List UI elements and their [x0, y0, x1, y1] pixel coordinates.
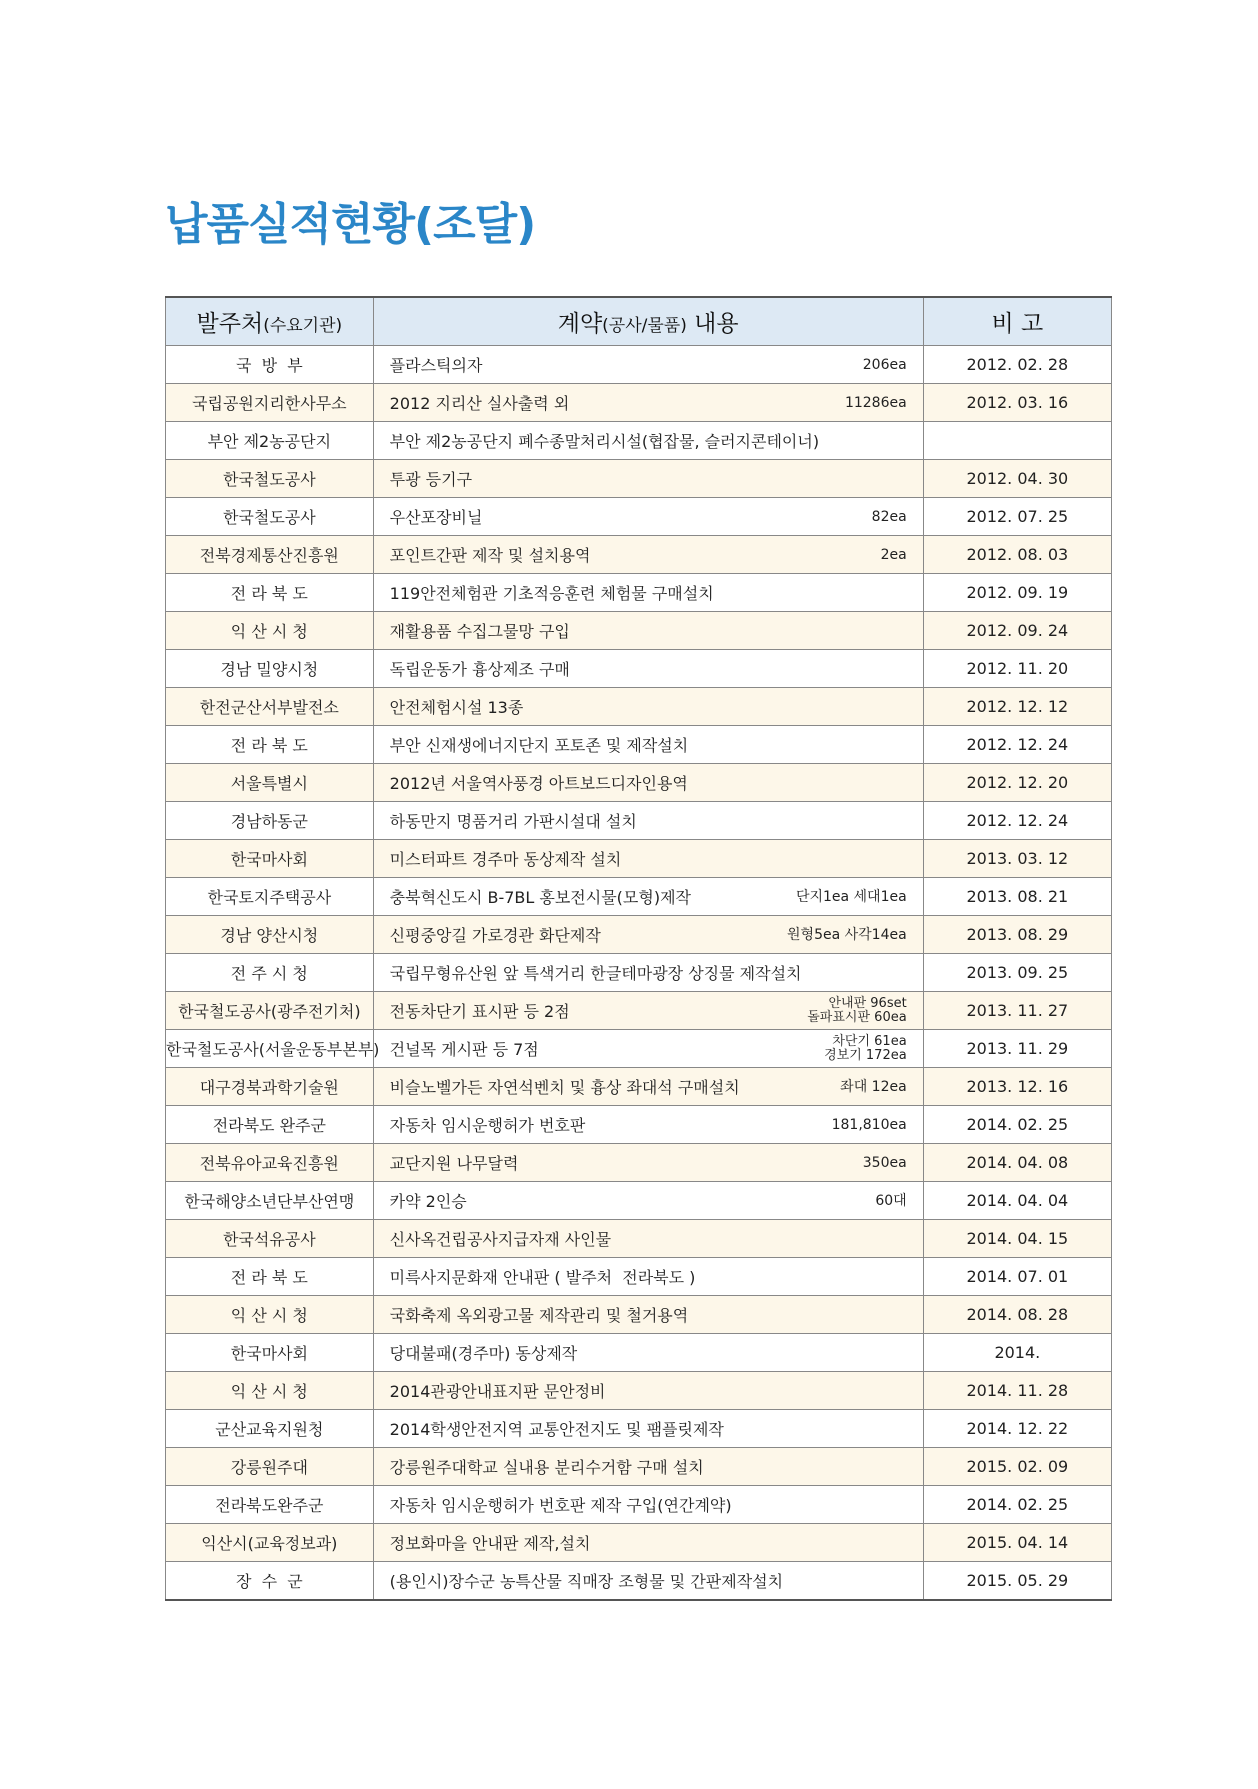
procurement-record-table [165, 296, 1112, 1601]
contract-description: 미스터파트 경주마 동상제작 설치 [389, 850, 622, 869]
cell-contract-content [373, 1144, 923, 1182]
cell-orderer: 전라북도완주군 [166, 1486, 374, 1524]
table-header-row [166, 297, 1112, 346]
table-row [166, 1372, 1112, 1410]
cell-orderer: 경남하동군 [166, 802, 374, 840]
cell-orderer: 한국철도공사 [166, 498, 374, 536]
cell-remarks-date: 2012. 08. 03 [923, 536, 1111, 574]
cell-orderer: 한국철도공사(서울운동부본부) [166, 1030, 374, 1068]
contract-description: 2014학생안전지역 교통안전지도 및 팸플릿제작 [389, 1420, 724, 1439]
cell-remarks-date: 2015. 05. 29 [923, 1562, 1111, 1601]
table-row [166, 1258, 1112, 1296]
contract-description: 투광 등기구 [389, 470, 473, 489]
contract-description: 119안전체험관 기초적응훈련 체험물 구매설치 [389, 584, 714, 603]
header-content [373, 297, 923, 346]
cell-remarks-date: 2013. 08. 21 [923, 878, 1111, 916]
quantity [881, 548, 907, 562]
cell-orderer: 서울특별시 [166, 764, 374, 802]
table-row [166, 650, 1112, 688]
table-row [166, 916, 1112, 954]
cell-remarks-date: 2014. 04. 15 [923, 1220, 1111, 1258]
cell-contract-content [373, 1068, 923, 1106]
cell-remarks-date: 2014. [923, 1334, 1111, 1372]
quantity [787, 928, 907, 942]
cell-contract-content [373, 1106, 923, 1144]
cell-orderer: 한국철도공사 [166, 460, 374, 498]
cell-orderer: 한국토지주택공사 [166, 878, 374, 916]
cell-remarks-date: 2012. 12. 24 [923, 726, 1111, 764]
cell-contract-content [373, 422, 923, 460]
table-row [166, 992, 1112, 1030]
cell-orderer: 전라북도 완주군 [166, 1106, 374, 1144]
cell-remarks-date: 2012. 09. 19 [923, 574, 1111, 612]
table-row [166, 878, 1112, 916]
table-row [166, 1334, 1112, 1372]
cell-remarks-date: 2012. 12. 12 [923, 688, 1111, 726]
quantity-line: 82ea [871, 508, 907, 525]
cell-contract-content [373, 916, 923, 954]
table-row [166, 1524, 1112, 1562]
cell-orderer: 군산교육지원청 [166, 1410, 374, 1448]
cell-orderer: 익산시(교육정보과) [166, 1524, 374, 1562]
cell-contract-content [373, 878, 923, 916]
cell-contract-content [373, 1258, 923, 1296]
cell-remarks-date: 2015. 02. 09 [923, 1448, 1111, 1486]
contract-description: 비슬노벨가든 자연석벤치 및 흉상 좌대석 구매설치 [389, 1078, 740, 1097]
cell-orderer: 국 방 부 [166, 346, 374, 384]
cell-orderer: 익 산 시 청 [166, 612, 374, 650]
cell-orderer: 경남 밀양시청 [166, 650, 374, 688]
page-title: 납품실적현황(조달) [165, 199, 536, 250]
quantity-line: 11286ea [844, 394, 907, 411]
cell-contract-content [373, 346, 923, 384]
table-row [166, 1144, 1112, 1182]
cell-contract-content [373, 612, 923, 650]
cell-contract-content [373, 1524, 923, 1562]
table-row [166, 1410, 1112, 1448]
cell-contract-content [373, 764, 923, 802]
quantity-line: 2ea [880, 546, 907, 563]
contract-description: 당대불패(경주마) 동상제작 [389, 1344, 578, 1363]
cell-contract-content [373, 1410, 923, 1448]
cell-remarks-date: 2014. 02. 25 [923, 1486, 1111, 1524]
cell-contract-content [373, 688, 923, 726]
cell-remarks-date: 2013. 11. 29 [923, 1030, 1111, 1068]
contract-description: 2014관광안내표지판 문안정비 [389, 1382, 606, 1401]
table-row [166, 764, 1112, 802]
contract-description: 2012 지리산 실사출력 외 [389, 394, 570, 413]
table-row [166, 688, 1112, 726]
table-row [166, 1448, 1112, 1486]
quantity [832, 1118, 907, 1132]
cell-remarks-date [923, 422, 1111, 460]
contract-description: 자동차 임시운행허가 번호판 [389, 1116, 586, 1135]
header-org-main: 발주처 [196, 311, 264, 337]
contract-description: 국화축제 옥외광고물 제작관리 및 철거용역 [389, 1306, 689, 1325]
cell-orderer: 한국해양소년단부산연맹 [166, 1182, 374, 1220]
contract-description: 재활용품 수집그물망 구입 [389, 622, 570, 641]
quantity [872, 510, 907, 524]
cell-orderer: 국립공원지리한사무소 [166, 384, 374, 422]
header-content-sub: (공사/물품) [602, 316, 687, 336]
cell-orderer: 경남 양산시청 [166, 916, 374, 954]
cell-orderer: 전북유아교육진흥원 [166, 1144, 374, 1182]
cell-orderer: 한국석유공사 [166, 1220, 374, 1258]
cell-orderer: 한국철도공사(광주전기처) [166, 992, 374, 1030]
cell-remarks-date: 2012. 02. 28 [923, 346, 1111, 384]
contract-description: 부안 제2농공단지 폐수종말처리시설(협잡물, 슬러지콘테이너) [389, 432, 820, 451]
cell-contract-content [373, 574, 923, 612]
cell-remarks-date: 2012. 04. 30 [923, 460, 1111, 498]
cell-orderer: 전 라 북 도 [166, 574, 374, 612]
quantity-line: 단지1ea 세대1ea [795, 888, 907, 905]
contract-description: 신평중앙길 가로경관 화단제작 [389, 926, 601, 945]
table-row [166, 498, 1112, 536]
contract-description: 정보화마을 안내판 제작,설치 [389, 1534, 591, 1553]
contract-description: (용인시)장수군 농특산물 직매장 조형물 및 간판제작설치 [389, 1572, 784, 1591]
quantity [875, 1194, 906, 1208]
cell-contract-content [373, 536, 923, 574]
quantity-line: 350ea [862, 1154, 907, 1171]
table-row [166, 1182, 1112, 1220]
quantity [807, 997, 906, 1025]
cell-remarks-date: 2013. 08. 29 [923, 916, 1111, 954]
cell-contract-content [373, 650, 923, 688]
table-row [166, 1068, 1112, 1106]
cell-orderer: 장 수 군 [166, 1562, 374, 1601]
cell-contract-content [373, 992, 923, 1030]
cell-contract-content [373, 1296, 923, 1334]
cell-contract-content [373, 1486, 923, 1524]
cell-remarks-date: 2012. 12. 20 [923, 764, 1111, 802]
contract-description: 건널목 게시판 등 7점 [389, 1040, 539, 1059]
quantity [824, 1035, 907, 1063]
table-row [166, 384, 1112, 422]
quantity-line: 60대 [875, 1192, 907, 1209]
quantity [863, 358, 907, 372]
quantity [863, 1156, 907, 1170]
cell-remarks-date: 2014. 12. 22 [923, 1410, 1111, 1448]
cell-remarks-date: 2013. 09. 25 [923, 954, 1111, 992]
cell-remarks-date: 2012. 03. 16 [923, 384, 1111, 422]
table-row [166, 1030, 1112, 1068]
table-row [166, 1106, 1112, 1144]
cell-contract-content [373, 1372, 923, 1410]
cell-contract-content [373, 384, 923, 422]
cell-orderer: 강릉원주대 [166, 1448, 374, 1486]
contract-description: 국립무형유산원 앞 특색거리 한글테마광장 상징물 제작설치 [389, 964, 802, 983]
cell-orderer: 부안 제2농공단지 [166, 422, 374, 460]
table-row [166, 536, 1112, 574]
cell-contract-content [373, 954, 923, 992]
cell-orderer: 한전군산서부발전소 [166, 688, 374, 726]
cell-remarks-date: 2015. 04. 14 [923, 1524, 1111, 1562]
contract-description: 하동만지 명품거리 가판시설대 설치 [389, 812, 637, 831]
header-org [166, 297, 374, 346]
contract-description: 전동차단기 표시판 등 2점 [389, 1002, 570, 1021]
cell-remarks-date: 2013. 12. 16 [923, 1068, 1111, 1106]
contract-description: 안전체험시설 13종 [389, 698, 524, 717]
cell-contract-content [373, 1220, 923, 1258]
cell-remarks-date: 2014. 07. 01 [923, 1258, 1111, 1296]
contract-description: 독립운동가 흉상제조 구매 [389, 660, 570, 679]
cell-remarks-date: 2012. 09. 24 [923, 612, 1111, 650]
cell-orderer: 전북경제통산진흥원 [166, 536, 374, 574]
contract-description: 카약 2인승 [389, 1192, 467, 1211]
table-row [166, 726, 1112, 764]
cell-contract-content [373, 460, 923, 498]
quantity [845, 396, 907, 410]
cell-remarks-date: 2014. 08. 28 [923, 1296, 1111, 1334]
contract-description: 미륵사지문화재 안내판 ( 발주처 전라북도 ) [389, 1268, 696, 1287]
cell-remarks-date: 2013. 11. 27 [923, 992, 1111, 1030]
cell-remarks-date: 2014. 02. 25 [923, 1106, 1111, 1144]
quantity-line: 안내판 96set [828, 995, 907, 1011]
quantity [840, 1080, 907, 1094]
table-row [166, 346, 1112, 384]
header-content-tail: 내용 [686, 311, 739, 337]
header-content-main: 계약 [557, 311, 603, 337]
table-row [166, 1220, 1112, 1258]
cell-orderer: 대구경북과학기술원 [166, 1068, 374, 1106]
cell-remarks-date: 2012. 12. 24 [923, 802, 1111, 840]
quantity-line: 차단기 61ea [832, 1033, 907, 1049]
contract-description: 자동차 임시운행허가 번호판 제작 구입(연간계약) [389, 1496, 732, 1515]
cell-orderer: 익 산 시 청 [166, 1296, 374, 1334]
cell-contract-content [373, 1562, 923, 1601]
contract-description: 충북혁신도시 B-7BL 홍보전시물(모형)제작 [389, 888, 691, 907]
cell-contract-content [373, 1030, 923, 1068]
cell-remarks-date: 2012. 07. 25 [923, 498, 1111, 536]
quantity-line: 좌대 12ea [840, 1078, 907, 1095]
cell-remarks-date: 2013. 03. 12 [923, 840, 1111, 878]
contract-description: 부안 신재생에너지단지 포토존 및 제작설치 [389, 736, 689, 755]
contract-description: 포인트간판 제작 및 설치용역 [389, 546, 591, 565]
header-org-sub: (수요기관) [263, 316, 343, 336]
cell-remarks-date: 2014. 04. 08 [923, 1144, 1111, 1182]
contract-description: 강릉원주대학교 실내용 분리수거함 구매 설치 [389, 1458, 704, 1477]
table-row [166, 802, 1112, 840]
table-row [166, 460, 1112, 498]
cell-orderer: 한국마사회 [166, 1334, 374, 1372]
table-row [166, 1562, 1112, 1601]
cell-remarks-date: 2012. 11. 20 [923, 650, 1111, 688]
quantity-line: 181,810ea [831, 1116, 907, 1133]
quantity [796, 890, 907, 904]
cell-contract-content [373, 802, 923, 840]
cell-contract-content [373, 726, 923, 764]
table-row [166, 574, 1112, 612]
table-row [166, 422, 1112, 460]
contract-description: 2012년 서울역사풍경 아트보드디자인용역 [389, 774, 688, 793]
contract-description: 신사옥건립공사지급자재 사인물 [389, 1230, 612, 1249]
cell-contract-content [373, 1182, 923, 1220]
cell-remarks-date: 2014. 04. 04 [923, 1182, 1111, 1220]
table-row [166, 1486, 1112, 1524]
header-remarks: 비 고 [923, 297, 1111, 346]
cell-orderer: 전 주 시 청 [166, 954, 374, 992]
table-row [166, 954, 1112, 992]
cell-remarks-date: 2014. 11. 28 [923, 1372, 1111, 1410]
contract-description: 교단지원 나무달력 [389, 1154, 519, 1173]
contract-description: 우산포장비닐 [389, 508, 483, 527]
cell-contract-content [373, 498, 923, 536]
table-row [166, 612, 1112, 650]
table-row [166, 840, 1112, 878]
cell-orderer: 전 라 북 도 [166, 1258, 374, 1296]
table-body [166, 346, 1112, 1601]
quantity-line: 206ea [862, 356, 907, 373]
quantity-line: 돌파표시판 60ea [807, 1009, 907, 1025]
quantity-line: 경보기 172ea [824, 1047, 907, 1063]
cell-contract-content [373, 1448, 923, 1486]
cell-contract-content [373, 840, 923, 878]
contract-description: 플라스틱의자 [389, 356, 483, 375]
cell-orderer: 익 산 시 청 [166, 1372, 374, 1410]
cell-orderer: 전 라 북 도 [166, 726, 374, 764]
table-row [166, 1296, 1112, 1334]
quantity-line: 원형5ea 사각14ea [787, 926, 907, 943]
cell-contract-content [373, 1334, 923, 1372]
cell-orderer: 한국마사회 [166, 840, 374, 878]
